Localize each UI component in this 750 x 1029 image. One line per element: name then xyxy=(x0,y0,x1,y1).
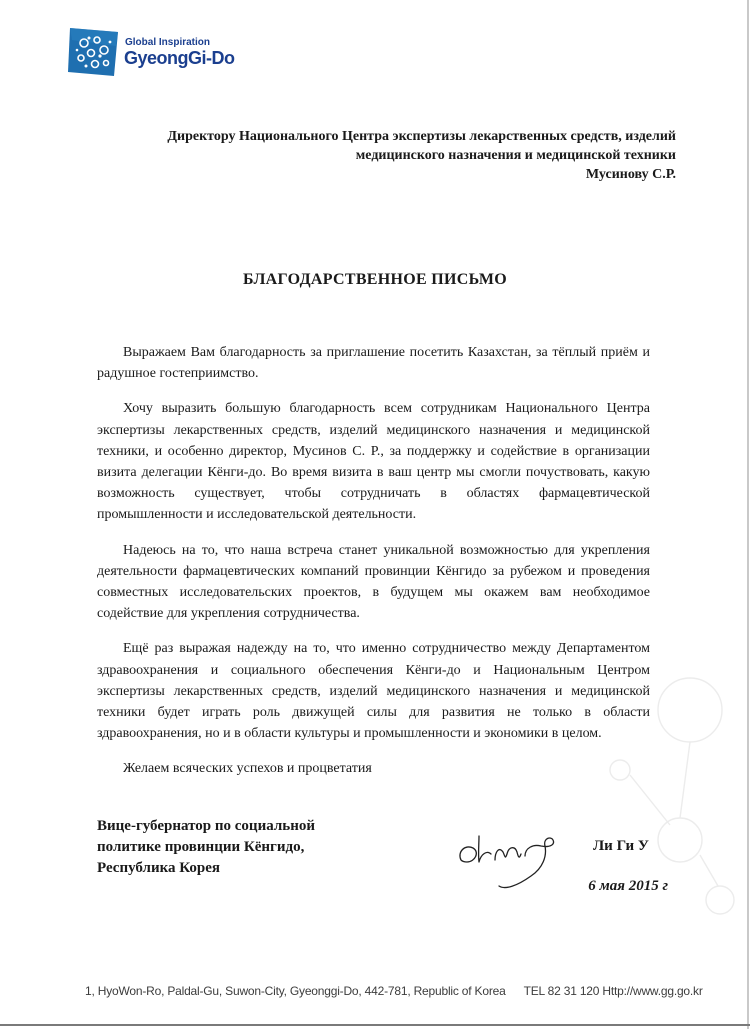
signer-name: Ли Ги У xyxy=(593,838,649,854)
gyeonggi-logo-icon xyxy=(67,26,119,78)
scan-edge xyxy=(747,0,749,1029)
body-paragraph: Ещё раз выражая надежду на то, что именно сотрудничество между Департаментом здравоохранения и социального обеспечения Кёнги-до и Национальным Центром экспертизы лекарственных средств, изделий медицинского назначения и медицинской техники будет играть роль движущей силы для развития не только в области здравоохранения, но и в области культуры и промышленности и экономики в целом. xyxy=(97,641,650,742)
handwritten-signature xyxy=(455,830,565,892)
addressee-block xyxy=(167,127,676,184)
logo-name: GyeongGi-Do xyxy=(124,48,235,68)
footer-address xyxy=(85,984,703,998)
letter-date: 6 мая 2015 г xyxy=(588,878,668,894)
addressee-line: Мусинову С.Р. xyxy=(585,167,676,182)
addressee-line: Директору Национального Центра экспертизы лекарственных средств, изделий xyxy=(167,129,676,144)
signer-title-line: политике провинции Кёнгидо, xyxy=(97,839,305,855)
footer-contact: TEL 82 31 120 Http://www.gg.go.kr xyxy=(523,984,703,998)
body-paragraph: Надеюсь на то, что наша встреча станет уникальной возможностью для укрепления деятельности фармацевтических компаний провинции Кёнгидо за рубежом и проведения совместных исследовательских проектов, в будущем мы окажем вам необходимое содействие для укрепления сотрудничества. xyxy=(97,542,650,622)
gyeonggi-logo xyxy=(67,26,267,78)
body-paragraph: Хочу выразить большую благодарность всем сотрудникам Национального Центра экспертизы лекарственных средств, изделий медицинского назначения и медицинской техники, и особенно директор, Мусинов С. Р., за поддержку и содействие в организации визита делегации Кёнги-до. Во время визита в ваш центр мы смогли почуствовать, какую возможность существует, чтобы сотрудничать в областях фармацевтической промышленности и исследовательской деятельности. xyxy=(97,401,650,523)
signer-block xyxy=(97,816,315,879)
addressee-line: медицинского назначения и медицинской техники xyxy=(355,148,676,163)
letter-title: БЛАГОДАРСТВЕННОЕ ПИСЬМО xyxy=(242,271,508,288)
footer-address-text: 1, HyoWon-Ro, Paldal-Gu, Suwon-City, Gyeonggi-Do, 442-781, Republic of Korea xyxy=(85,984,506,998)
logo-tagline: Global Inspiration xyxy=(125,37,211,48)
background-watermark xyxy=(560,650,750,980)
signer-title-line: Республика Корея xyxy=(97,860,221,876)
signer-title-line: Вице-губернатор по социальной xyxy=(97,818,315,834)
scan-edge xyxy=(0,1024,750,1026)
body-paragraph: Выражаем Вам благодарность за приглашение посетить Казахстан, за тёплый приём и радушное гостеприимство. xyxy=(97,345,650,382)
closing-wish: Желаем всяческих успехов и процветатия xyxy=(123,761,372,777)
